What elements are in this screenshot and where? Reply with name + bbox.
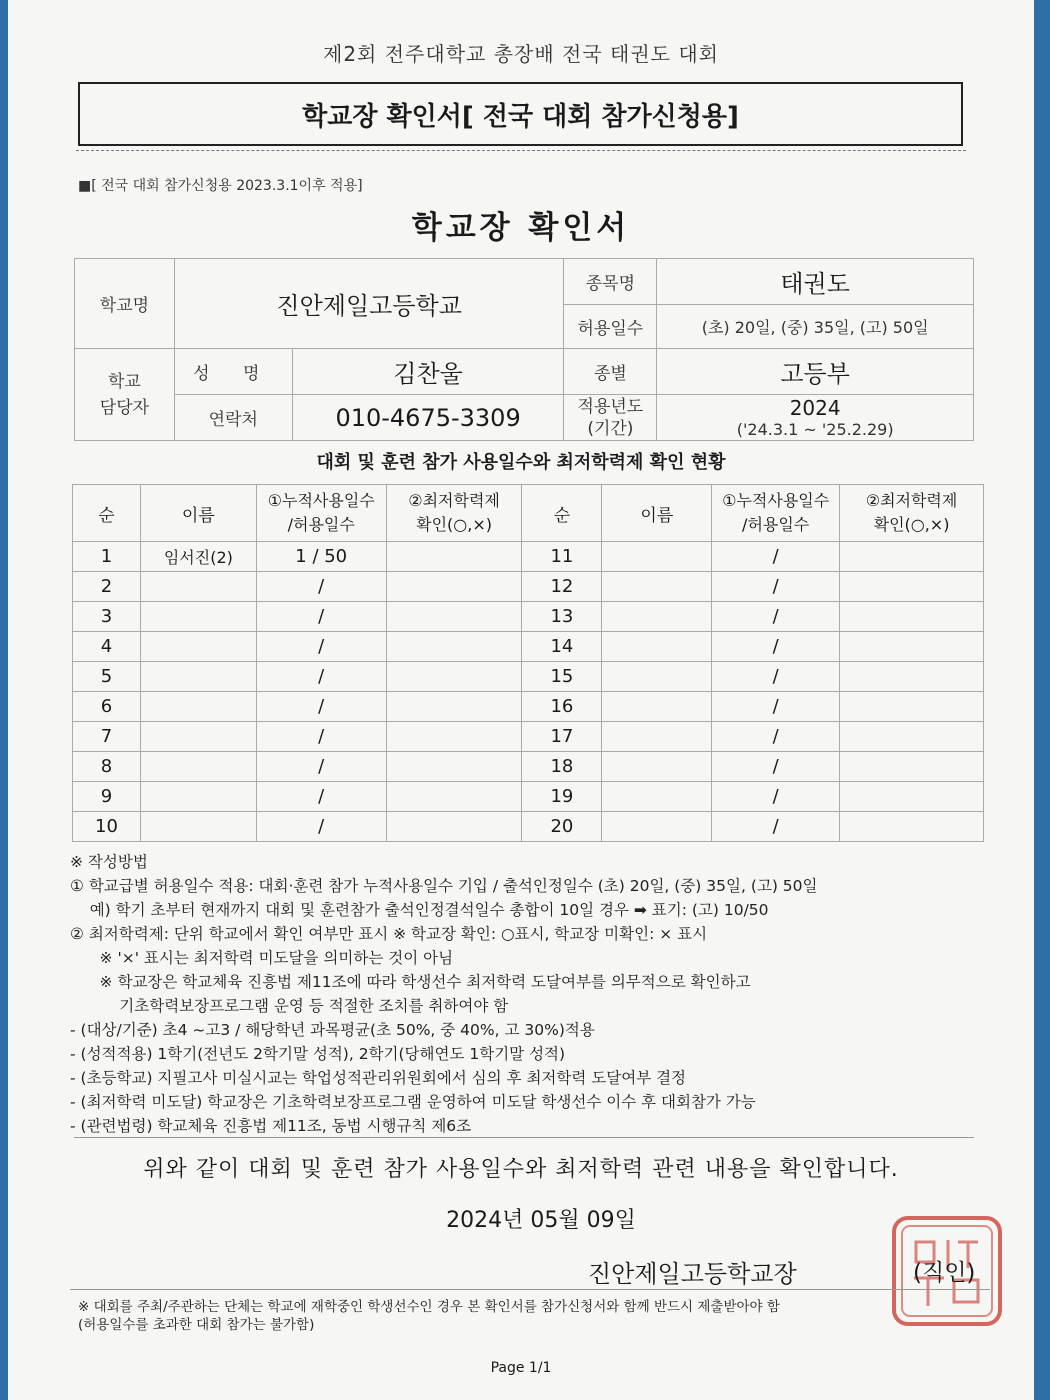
- name-value: 김찬울: [292, 349, 564, 395]
- manager-label: 학교 담당자: [75, 349, 175, 441]
- contact-value: 010-4675-3309: [292, 395, 564, 441]
- table-row: [73, 812, 984, 842]
- used-days: /: [712, 692, 840, 722]
- used-days: /: [256, 572, 386, 602]
- used-days: 1 / 50: [256, 542, 386, 572]
- used-days: /: [256, 722, 386, 752]
- divider: [76, 150, 966, 151]
- used-days: /: [712, 542, 840, 572]
- instruction-line: - (관련법령) 학교체육 진흥법 제11조, 동법 시행규칙 제6조: [70, 1117, 472, 1135]
- table-row: [73, 752, 984, 782]
- student-name: [602, 662, 712, 692]
- used-days: /: [712, 572, 840, 602]
- row-number: 17: [522, 722, 602, 752]
- table-row: [73, 602, 984, 632]
- student-name: [602, 752, 712, 782]
- row-number: 1: [73, 542, 141, 572]
- header-days-left: ①누적사용일수 /허용일수: [256, 485, 386, 542]
- grade-check: [840, 602, 984, 632]
- status-title: 대회 및 훈련 참가 사용일수와 최저학력제 확인 현황: [316, 452, 726, 473]
- used-days: /: [712, 632, 840, 662]
- row-number: 15: [522, 662, 602, 692]
- grade-check: [840, 572, 984, 602]
- instruction-line: ① 학교급별 허용일수 적용: 대회·훈련 참가 누적사용일수 기입 / 출석인정일수 (초) 20일, (중) 35일, (고) 50일: [70, 877, 818, 895]
- used-days: /: [256, 632, 386, 662]
- row-number: 13: [522, 602, 602, 632]
- table-row: [73, 542, 984, 572]
- divider: [74, 1137, 974, 1138]
- student-name: [602, 602, 712, 632]
- table-row: [73, 782, 984, 812]
- row-number: 14: [522, 632, 602, 662]
- row-number: 2: [73, 572, 141, 602]
- instruction-line: 예) 학기 초부터 현재까지 대회 및 훈련참가 출석인정결석일수 총합이 10일 경우 ➡ 표기: (고) 10/50: [70, 901, 769, 919]
- grade-check: [386, 782, 522, 812]
- row-number: 12: [522, 572, 602, 602]
- used-days: /: [712, 812, 840, 842]
- year-label: 적용년도 (기간): [564, 395, 657, 441]
- row-number: 7: [73, 722, 141, 752]
- table-row: [73, 692, 984, 722]
- row-number: 4: [73, 632, 141, 662]
- header-no-left: 순: [73, 485, 141, 542]
- used-days: /: [256, 692, 386, 722]
- status-table: [72, 484, 984, 842]
- instruction-line: ※ 작성방법: [70, 853, 148, 871]
- grade-check: [840, 722, 984, 752]
- row-number: 3: [73, 602, 141, 632]
- page-number: Page 1/1: [490, 1360, 552, 1376]
- school-label: 학교명: [75, 259, 175, 349]
- student-name: [602, 812, 712, 842]
- student-name: [140, 722, 256, 752]
- used-days: /: [256, 662, 386, 692]
- grade-check: [386, 632, 522, 662]
- student-name: [602, 782, 712, 812]
- instruction-line: - (초등학교) 지필고사 미실시교는 학업성적관리위원회에서 심의 후 최저학력 도달여부 결정: [70, 1069, 687, 1087]
- grade-check: [386, 602, 522, 632]
- grade-check: [386, 722, 522, 752]
- grade-check: [386, 662, 522, 692]
- grade-check: [386, 692, 522, 722]
- student-name: [602, 632, 712, 662]
- confirm-statement: 위와 같이 대회 및 훈련 참가 사용일수와 최저학력 관련 내용을 확인합니다.: [143, 1157, 899, 1182]
- used-days: /: [256, 752, 386, 782]
- year-cell: [657, 395, 974, 441]
- school-info-table: [74, 258, 974, 441]
- row-number: 16: [522, 692, 602, 722]
- student-name: [140, 602, 256, 632]
- instruction-line: ※ 학교장은 학교체육 진흥법 제11조에 따라 학생선수 최저학력 도달여부를 의무적으로 확인하고: [70, 973, 751, 991]
- application-note: ■[ 전국 대회 참가신청용 2023.3.1이후 적용]: [78, 178, 363, 194]
- student-name: [602, 572, 712, 602]
- grade-check: [386, 752, 522, 782]
- used-days: /: [712, 782, 840, 812]
- table-row: [73, 632, 984, 662]
- student-name: [140, 782, 256, 812]
- grade-check: [386, 812, 522, 842]
- header-name-left: 이름: [140, 485, 256, 542]
- instruction-line: - (성적적용) 1학기(전년도 2학기말 성적), 2학기(당해연도 1학기말 성적): [70, 1045, 566, 1063]
- event-title: 제2회 전주대학교 총장배 전국 태권도 대회: [323, 42, 719, 66]
- days-label: 허용일수: [564, 305, 657, 349]
- grade-check: [386, 572, 522, 602]
- grade-check: [840, 782, 984, 812]
- signature-date: 2024년 05월 09일: [446, 1208, 636, 1233]
- used-days: /: [256, 782, 386, 812]
- header-check-left: ②최저학력제 확인(○,×): [386, 485, 522, 542]
- table-row: [73, 662, 984, 692]
- student-name: [140, 572, 256, 602]
- used-days: /: [712, 722, 840, 752]
- document-page: [8, 0, 1034, 1400]
- grade-check: [840, 542, 984, 572]
- days-value: (초) 20일, (중) 35일, (고) 50일: [657, 305, 974, 349]
- footer-note: ※ 대회를 주최/주관하는 단체는 학교에 재학중인 학생선수인 경우 본 확인서를 참가신청서와 함께 반드시 제출받아야 함 (허용일수를 초과한 대회 참가는 불가함): [78, 1299, 780, 1333]
- document-title: 학교장 확인서: [411, 210, 631, 246]
- used-days: /: [712, 752, 840, 782]
- form-title-box: 학교장 확인서[ 전국 대회 참가신청용]: [78, 82, 963, 146]
- header-no-right: 순: [522, 485, 602, 542]
- year-value: 2024: [789, 396, 841, 420]
- grade-check: [840, 632, 984, 662]
- event-label: 종목명: [564, 259, 657, 305]
- student-name: [140, 812, 256, 842]
- grade-check: [386, 542, 522, 572]
- row-number: 9: [73, 782, 141, 812]
- seal-label: (직인): [913, 1260, 976, 1286]
- used-days: /: [712, 602, 840, 632]
- header-name-right: 이름: [602, 485, 712, 542]
- grade-check: [840, 812, 984, 842]
- instruction-line: - (대상/기준) 초4 ~고3 / 해당학년 과목평균(초 50%, 중 40%, 고 30%)적용: [70, 1021, 595, 1039]
- contact-label: 연락처: [174, 395, 292, 441]
- instructions: [70, 850, 990, 1138]
- student-name: [140, 662, 256, 692]
- instruction-line: ② 최저학력제: 단위 학교에서 확인 여부만 표시 ※ 학교장 확인: ○표시, 학교장 미확인: × 표시: [70, 925, 708, 943]
- used-days: /: [712, 662, 840, 692]
- row-number: 20: [522, 812, 602, 842]
- student-name: [602, 722, 712, 752]
- used-days: /: [256, 812, 386, 842]
- table-row: [73, 572, 984, 602]
- student-name: [602, 692, 712, 722]
- row-number: 5: [73, 662, 141, 692]
- category-label: 종별: [564, 349, 657, 395]
- used-days: /: [256, 602, 386, 632]
- instruction-line: - (최저학력 미도달) 학교장은 기초학력보장프로그램 운영하여 미도달 학생선수 이수 후 대회참가 가능: [70, 1093, 756, 1111]
- student-name: [140, 632, 256, 662]
- category-value: 고등부: [657, 349, 974, 395]
- row-number: 19: [522, 782, 602, 812]
- table-row: [73, 722, 984, 752]
- event-value: 태권도: [657, 259, 974, 305]
- student-name: [140, 752, 256, 782]
- school-name: 진안제일고등학교: [174, 259, 564, 349]
- grade-check: [840, 752, 984, 782]
- principal-title: 진안제일고등학교장: [588, 1260, 797, 1288]
- row-number: 18: [522, 752, 602, 782]
- student-name: 임서진(2): [140, 542, 256, 572]
- header-check-right: ②최저학력제 확인(○,×): [840, 485, 984, 542]
- instruction-line: 기초학력보장프로그램 운영 등 적절한 조치를 취하여야 함: [70, 997, 509, 1015]
- header-days-right: ①누적사용일수 /허용일수: [712, 485, 840, 542]
- row-number: 8: [73, 752, 141, 782]
- row-number: 11: [522, 542, 602, 572]
- grade-check: [840, 662, 984, 692]
- row-number: 6: [73, 692, 141, 722]
- student-name: [602, 542, 712, 572]
- period-value: ('24.3.1 ~ '25.2.29): [736, 420, 894, 439]
- grade-check: [840, 692, 984, 722]
- divider: [70, 1289, 990, 1290]
- instruction-line: ※ '×' 표시는 최저학력 미도달을 의미하는 것이 아님: [70, 949, 454, 967]
- name-label: 성 명: [174, 349, 292, 395]
- row-number: 10: [73, 812, 141, 842]
- student-name: [140, 692, 256, 722]
